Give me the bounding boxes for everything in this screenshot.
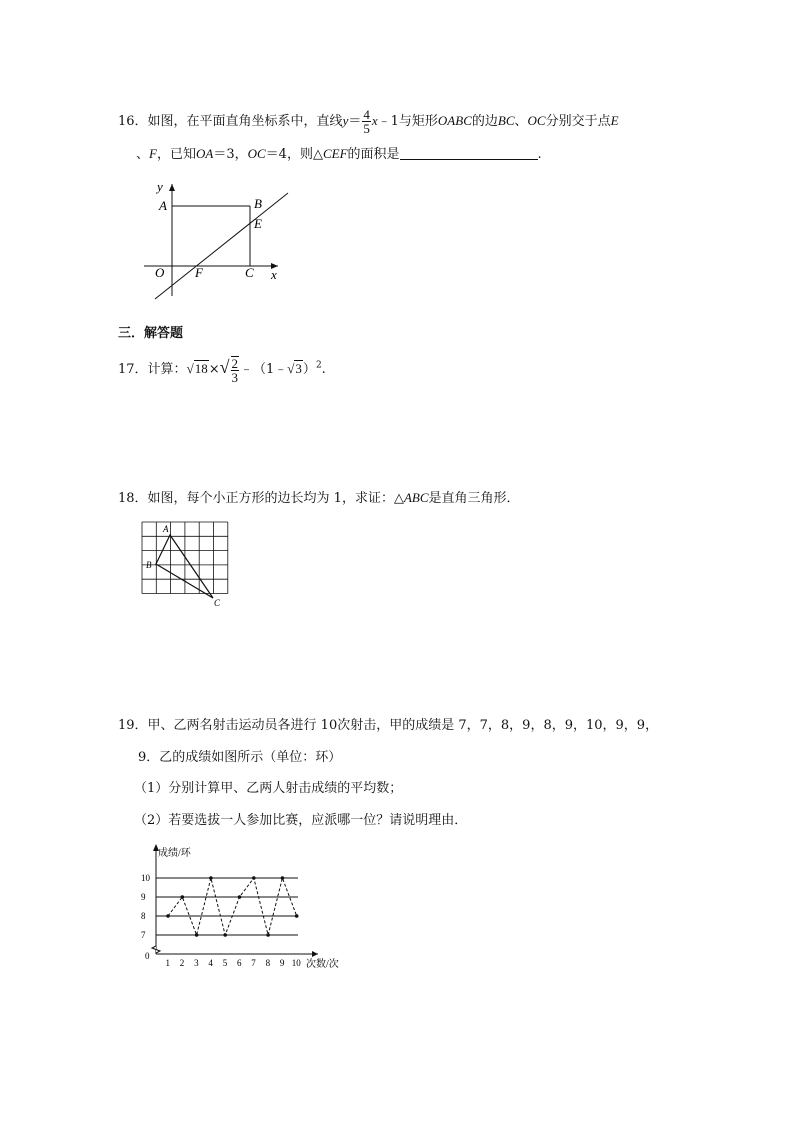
x-tick-label: 9 bbox=[279, 958, 285, 968]
y-axis-label: 成绩/环 bbox=[158, 848, 191, 859]
score-line-chart bbox=[138, 842, 358, 972]
x-tick-label: 7 bbox=[251, 958, 256, 968]
q19-line2: 9．乙的成绩如图所示（单位：环） bbox=[138, 750, 342, 765]
q18-number: 18． bbox=[118, 491, 148, 506]
q16-line1: 16．如图，在平面直角坐标系中，直线y＝ $\frac{4}{5}$ x﹣1与矩形OABC的边BC、OC分别交于点E bbox=[118, 107, 619, 136]
y-tick-label: 10 bbox=[141, 873, 150, 883]
label-x: x bbox=[271, 267, 277, 282]
label-F: F bbox=[195, 265, 203, 280]
q16-figure bbox=[140, 178, 290, 303]
q18-figure bbox=[140, 520, 246, 612]
y-tick-label: 9 bbox=[141, 892, 146, 902]
answer-blank[interactable] bbox=[400, 147, 538, 160]
section-heading: 三．解答题 bbox=[118, 326, 184, 341]
label-E: E bbox=[254, 216, 262, 231]
data-point bbox=[252, 876, 256, 880]
data-point bbox=[195, 933, 199, 937]
label-A: A bbox=[163, 524, 169, 534]
data-point bbox=[223, 933, 227, 937]
label-C: C bbox=[245, 265, 254, 280]
x-tick-label: 4 bbox=[208, 958, 213, 968]
data-point bbox=[295, 914, 299, 918]
origin-label: 0 bbox=[145, 951, 150, 961]
x-tick-label: 8 bbox=[265, 958, 271, 968]
y-axis-arrow bbox=[169, 184, 175, 191]
x-tick-label: 5 bbox=[222, 958, 228, 968]
q18-line: 18．如图，每个小正方形的边长均为 1，求证：△ABC是直角三角形． bbox=[118, 490, 520, 506]
x-axis-arrow bbox=[312, 951, 318, 957]
data-point bbox=[166, 914, 170, 918]
q19-line3: （1）分别计算甲、乙两人射击成绩的平均数； bbox=[134, 781, 403, 796]
data-point bbox=[238, 895, 242, 899]
y-tick-label: 8 bbox=[141, 911, 146, 921]
label-C: C bbox=[214, 598, 221, 608]
q16-number: 16． bbox=[118, 114, 148, 129]
label-B: B bbox=[254, 196, 262, 211]
q16-fraction: $\frac{4}{5}$ bbox=[363, 107, 370, 136]
q19-line1: 19．甲、乙两名射击运动员各进行 10次射击，甲的成绩是 7，7，8，9，8，9，10，9，9， bbox=[118, 718, 659, 733]
line-EF bbox=[155, 193, 288, 299]
q19-line4: （2）若要选拔一人参加比赛，应派哪一位？请说明理由． bbox=[134, 813, 468, 828]
axis-break bbox=[152, 946, 160, 953]
x-axis-label: 次数/次 bbox=[306, 959, 339, 970]
sqrt-18: √18 bbox=[186, 360, 208, 376]
label-y: y bbox=[157, 179, 163, 194]
x-tick-label: 3 bbox=[194, 958, 199, 968]
data-point bbox=[181, 895, 185, 899]
label-O: O bbox=[155, 265, 165, 280]
x-tick-label: 10 bbox=[291, 958, 301, 968]
data-point bbox=[266, 933, 270, 937]
sqrt-3: √3 bbox=[287, 360, 302, 376]
data-point bbox=[209, 876, 213, 880]
x-tick-label: 6 bbox=[237, 958, 242, 968]
label-A: A bbox=[159, 198, 167, 213]
x-tick-label: 1 bbox=[165, 958, 170, 968]
q17-line: 17．计算：√18×√ $\frac{2}{3}$ ﹣（1﹣√3）$^2$. bbox=[118, 356, 326, 385]
q16-line2: 、F，已知OA＝3，OC＝4，则△CEF的面积是 . bbox=[136, 146, 542, 162]
sqrt-fraction: √ $\frac{2}{3}$ bbox=[219, 356, 238, 385]
data-point bbox=[281, 876, 285, 880]
x-tick-label: 2 bbox=[179, 958, 185, 968]
series-line bbox=[168, 878, 297, 935]
q19-number: 19． bbox=[118, 718, 148, 733]
y-tick-label: 7 bbox=[141, 930, 146, 940]
label-B: B bbox=[146, 560, 152, 570]
q17-number: 17． bbox=[118, 361, 148, 377]
